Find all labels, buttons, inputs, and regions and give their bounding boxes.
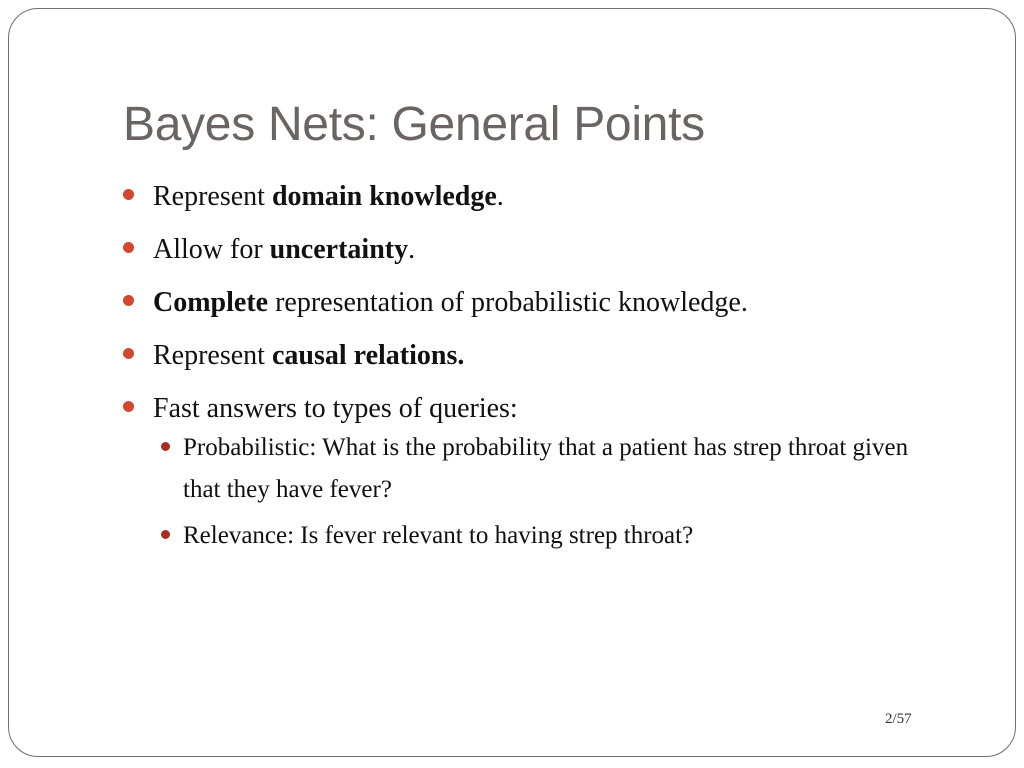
bullet-bold-text: Complete [153, 287, 269, 318]
bullet-bold-text: causal relations. [271, 340, 465, 371]
slide-title: Bayes Nets: General Points [123, 98, 705, 151]
sub-bullet-text: Relevance: Is fever relevant to having strep throat? [183, 522, 694, 549]
bullet-list [123, 175, 943, 566]
bullet-dot-icon [123, 295, 134, 306]
bullet-text: Allow for [153, 234, 270, 265]
sub-bullet-dot-icon [161, 442, 170, 451]
sub-bullet-item [153, 515, 943, 557]
bullet-text: Represent [153, 181, 272, 212]
sub-bullet-item [153, 427, 943, 511]
bullet-bold-text: uncertainty [269, 234, 409, 265]
bullet-text: . [496, 181, 504, 212]
bullet-item [123, 334, 943, 378]
bullet-dot-icon [123, 348, 134, 359]
sub-bullet-list [153, 427, 943, 557]
bullet-text: Fast answers to types of queries: [153, 393, 518, 424]
bullet-item [123, 175, 943, 219]
slide-frame [8, 8, 1016, 757]
bullet-item [123, 281, 943, 325]
bullet-item [123, 228, 943, 272]
page-number: 2/57 [885, 711, 912, 727]
bullet-bold-text: domain knowledge [271, 181, 497, 212]
bullet-item [123, 387, 943, 557]
bullet-text: representation of probabilistic knowledge. [268, 287, 748, 318]
bullet-dot-icon [123, 189, 134, 200]
bullet-text: . [408, 234, 416, 265]
sub-bullet-text: Probabilistic: What is the probability that a patient has strep throat given that they have fever? [183, 434, 909, 503]
bullet-dot-icon [123, 242, 134, 253]
bullet-text: Represent [153, 340, 272, 371]
bullet-dot-icon [123, 401, 134, 412]
sub-bullet-dot-icon [161, 530, 170, 539]
